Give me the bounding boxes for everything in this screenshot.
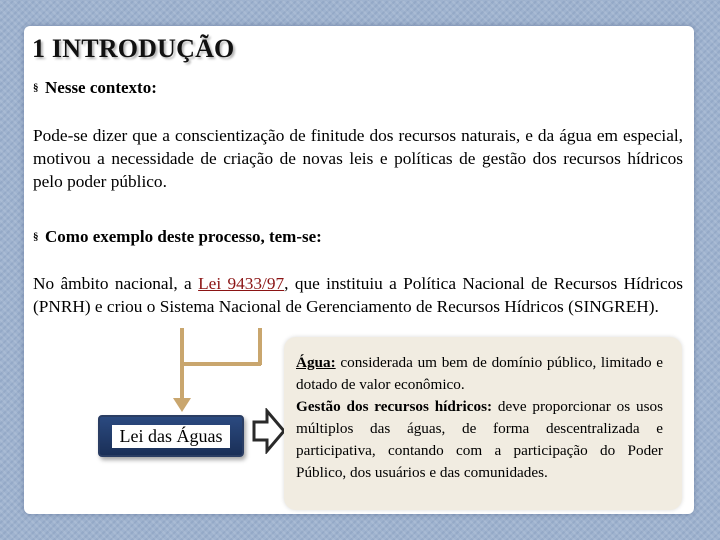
lei-das-aguas-box bbox=[98, 415, 244, 457]
bullet-example-text: Como exemplo deste processo, tem-se: bbox=[45, 227, 322, 246]
bullet-example bbox=[33, 227, 322, 247]
info-text bbox=[296, 352, 663, 484]
connector-line-right bbox=[258, 328, 262, 365]
arrow-right-icon bbox=[252, 408, 286, 454]
connector-line-left bbox=[180, 328, 184, 365]
paragraph-lei-before: No âmbito nacional, a bbox=[33, 274, 199, 293]
bullet-context bbox=[33, 78, 157, 98]
agua-term: Água: bbox=[296, 354, 336, 371]
lei-9433-link[interactable]: Lei 9433/97 bbox=[198, 274, 285, 293]
paragraph-lei-after: , que instituiu a Política Nacional de Recursos Hídricos (PNRH) e criou o Sistema Nacional de Gerenciamento de Recursos Hídricos (SINGREH). bbox=[33, 274, 683, 316]
bullet-marker: § bbox=[33, 231, 39, 243]
agua-text: considerada um bem de domínio público, limitado e dotado de valor econômico. bbox=[296, 354, 663, 393]
slide-title: 1 INTRODUÇÃO bbox=[32, 34, 235, 63]
bullet-context-text: Nesse contexto: bbox=[45, 78, 157, 97]
paragraph-lei bbox=[33, 272, 683, 318]
gestao-text: deve proporcionar os usos múltiplos das águas, de forma descentralizada e participativa, contando com a participação do Poder Público, dos usuários e das comunidades. bbox=[296, 398, 664, 481]
paragraph-conscientizacao: Pode-se dizer que a conscientização de finitude dos recursos naturais, e da água em especial, motivou a necessidade de criação de novas leis e políticas de gestão dos recursos hídricos pelo poder público. bbox=[33, 126, 683, 191]
arrow-down-icon bbox=[173, 398, 191, 412]
connector-line-horizontal bbox=[180, 362, 261, 366]
connector-line-down bbox=[180, 362, 184, 402]
bullet-marker: § bbox=[33, 82, 39, 94]
lei-das-aguas-label: Lei das Águas bbox=[112, 425, 231, 448]
gestao-term: Gestão dos recursos hídricos: bbox=[296, 398, 493, 415]
